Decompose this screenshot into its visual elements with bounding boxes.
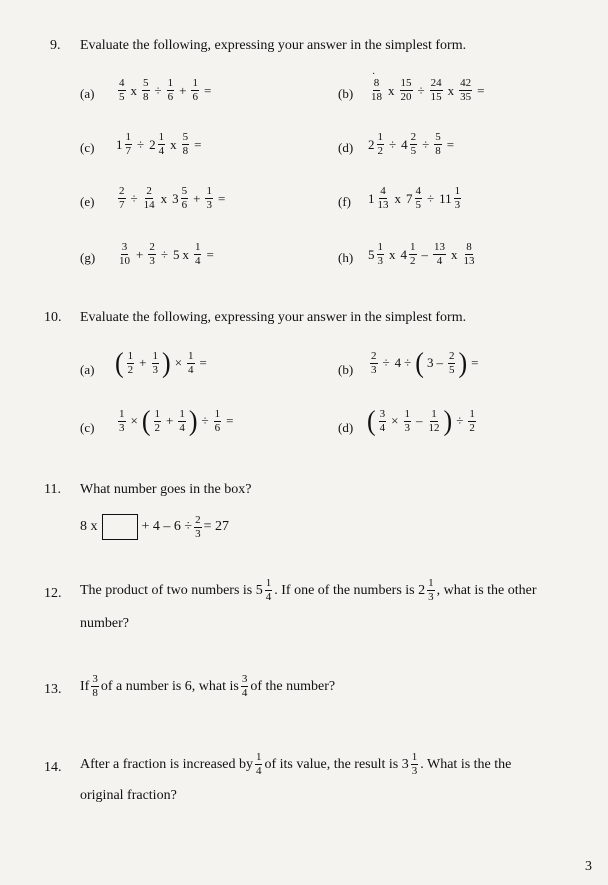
q9d-expression: 2 $\frac{1}{2}$ ÷ 4 $\frac{2}{5}$ ÷ $\frac{5}{8}$ = xyxy=(368,131,455,157)
q14-question-line2: original fraction? xyxy=(80,788,177,803)
q9d-label: (d) xyxy=(338,140,354,155)
q14-question-line1: After a fraction is increased by $\frac{1}{4}$ of its value, the result is 3 $\frac{1}{3}$ . What is the the xyxy=(80,751,512,777)
q9-number: 9. xyxy=(50,38,61,53)
q9b-label: (b) xyxy=(338,86,354,101)
answer-box[interactable] xyxy=(102,514,138,540)
q10d-label: (d) xyxy=(338,420,354,435)
q10-instruction: Evaluate the following, expressing your answer in the simplest form. xyxy=(80,310,467,325)
q10a-label: (a) xyxy=(80,362,95,377)
stray-dot: · xyxy=(372,69,376,80)
q9f-expression: 1 $\frac{4}{13}$ x 7 $\frac{4}{5}$ ÷ 11 $\frac{1}{3}$ xyxy=(368,185,461,211)
q9h-label: (h) xyxy=(338,250,354,265)
q9c-expression: 1 $\frac{1}{7}$ ÷ 2 $\frac{1}{4}$ x $\frac{5}{8}$ = xyxy=(116,131,202,157)
q13-question: If $\frac{3}{8}$ of a number is 6, what is $\frac{3}{4}$ of the number? xyxy=(80,673,336,699)
q10a-expression: ( $\frac{1}{2}$ + $\frac{1}{3}$ ) × $\frac{1}{4}$ = xyxy=(115,346,207,379)
q9-instruction: Evaluate the following, expressing your answer in the simplest form. xyxy=(80,38,467,53)
q11-number: 11. xyxy=(44,482,61,497)
q12-question-line2: number? xyxy=(80,616,129,631)
q9h-expression: 5 $\frac{1}{3}$ x 4 $\frac{1}{2}$ – $\frac{13}{4}$ x $\frac{8}{13}$ xyxy=(368,241,475,267)
q12-question-line1: The product of two numbers is 5 $\frac{1}{4}$ . If one of the numbers is 2 $\frac{1}{3}$ , what is the other xyxy=(80,577,537,603)
q14-number: 14. xyxy=(44,760,62,775)
q13-number: 13. xyxy=(44,682,62,697)
q10b-expression: $\frac{2}{3}$ ÷ 4 ÷ ( 3 – $\frac{2}{5}$ ) = xyxy=(371,346,479,379)
q9b-expression: $\frac{8}{18}$ x $\frac{15}{20}$ ÷ $\frac{24}{15}$ x $\frac{42}{35}$ = xyxy=(371,77,485,103)
q10c-expression: $\frac{1}{3}$ × ( $\frac{1}{2}$ + $\frac{1}{4}$ ) ÷ $\frac{1}{6}$ = xyxy=(119,404,234,437)
q10d-expression: ( $\frac{3}{4}$ × $\frac{1}{3}$ – $\frac{1}{12}$ ) ÷ $\frac{1}{2}$ xyxy=(367,404,475,437)
q9a-label: (a) xyxy=(80,86,95,101)
q11-equation: 8 x + 4 – 6 ÷ $\frac{2}{3}$ = 27 xyxy=(80,513,229,540)
q10c-label: (c) xyxy=(80,420,95,435)
page-number: 3 xyxy=(585,859,592,874)
q10-number: 10. xyxy=(44,310,62,325)
q9g-label: (g) xyxy=(80,250,96,265)
q9a-expression: $\frac{4}{5}$ x $\frac{5}{8}$ ÷ $\frac{1}{6}$ + $\frac{1}{6}$ = xyxy=(119,77,212,103)
q9e-label: (e) xyxy=(80,194,95,209)
q10b-label: (b) xyxy=(338,362,354,377)
q12-number: 12. xyxy=(44,586,62,601)
q9e-expression: $\frac{2}{7}$ ÷ $\frac{2}{14}$ x 3 $\frac{5}{6}$ + $\frac{1}{3}$ = xyxy=(119,185,226,211)
q11-question: What number goes in the box? xyxy=(80,482,252,497)
q9g-expression: $\frac{3}{10}$ + $\frac{2}{3}$ ÷ 5 x $\frac{1}{4}$ = xyxy=(119,241,214,267)
q9c-label: (c) xyxy=(80,140,95,155)
q9f-label: (f) xyxy=(338,194,351,209)
